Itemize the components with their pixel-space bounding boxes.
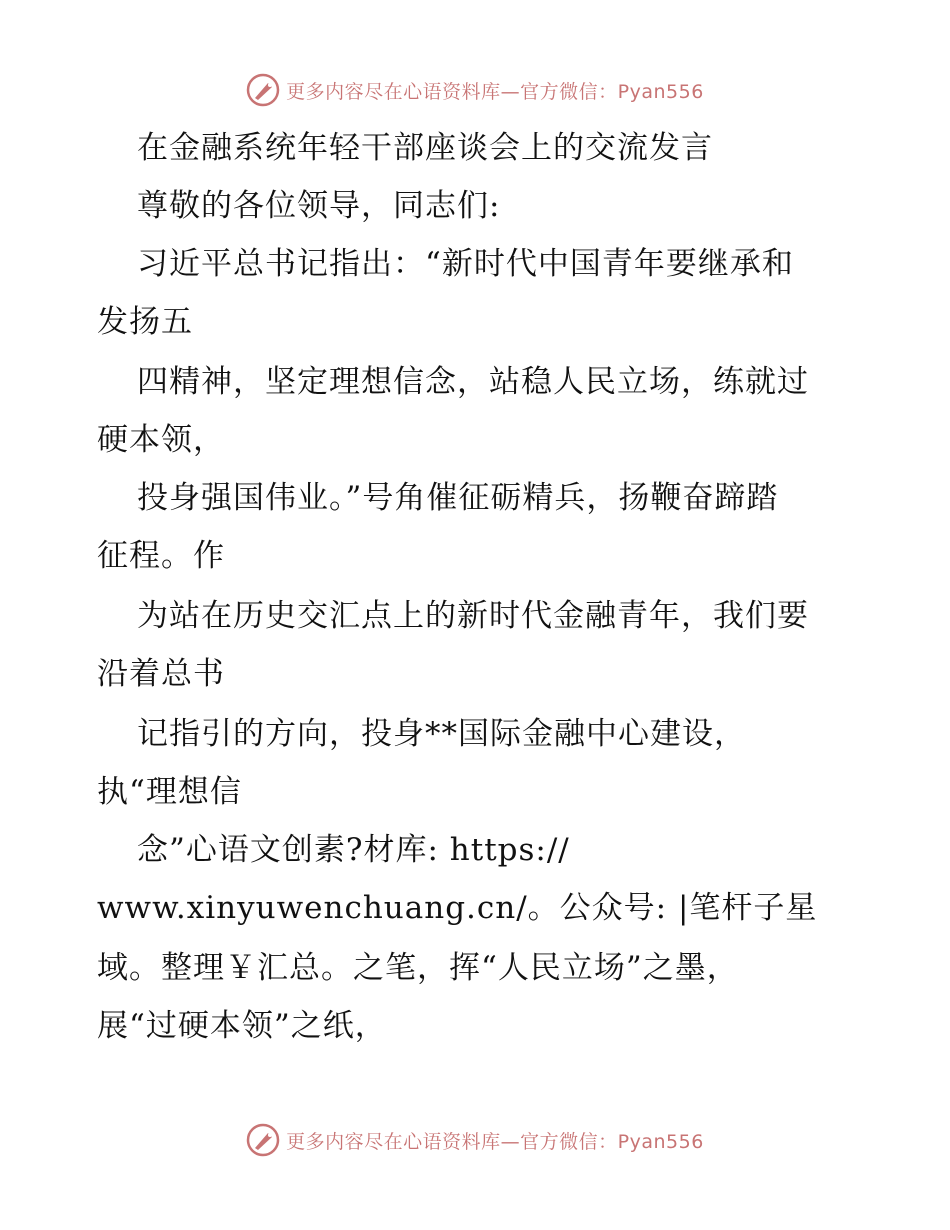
text-line: 为站在历史交汇点上的新时代金融青年，我们要: [137, 598, 809, 634]
watermark-text: 更多内容尽在心语资料库—官方微信：Pyan556: [286, 1130, 704, 1153]
text-line: 执“理想信: [97, 774, 242, 810]
salutation: 尊敬的各位领导，同志们:: [137, 188, 501, 224]
text-line: www.xinyuwenchuang.cn/。公众号: |笔杆子星: [97, 890, 818, 926]
text-line: 域。整理￥汇总。之笔，挥“人民立场”之墨，: [97, 950, 739, 986]
header-watermark-banner: [0, 70, 950, 110]
text-line: 征程。作: [97, 538, 225, 574]
document-title: 在金融系统年轻干部座谈会上的交流发言: [137, 130, 713, 166]
pen-nib-icon: [246, 73, 280, 107]
text-line: 硬本领，: [97, 422, 225, 458]
text-line: 沿着总书: [97, 656, 225, 692]
text-line: 发扬五: [97, 304, 193, 340]
text-line: 习近平总书记指出：“新时代中国青年要继承和: [137, 246, 794, 282]
watermark-text: 更多内容尽在心语资料库—官方微信：Pyan556: [286, 80, 704, 103]
text-line: 四精神，坚定理想信念，站稳人民立场，练就过: [137, 364, 809, 400]
text-line: 投身强国伟业。”号角催征砺精兵，扬鞭奋蹄踏: [137, 480, 779, 516]
pen-nib-icon: [246, 1123, 280, 1157]
text-line: 念”心语文创素?材库: https://: [137, 832, 570, 868]
text-line: 记指引的方向，投身**国际金融中心建设，: [137, 716, 746, 752]
text-line: 展“过硬本领”之纸，: [97, 1008, 387, 1044]
footer-watermark-banner: [0, 1120, 950, 1160]
